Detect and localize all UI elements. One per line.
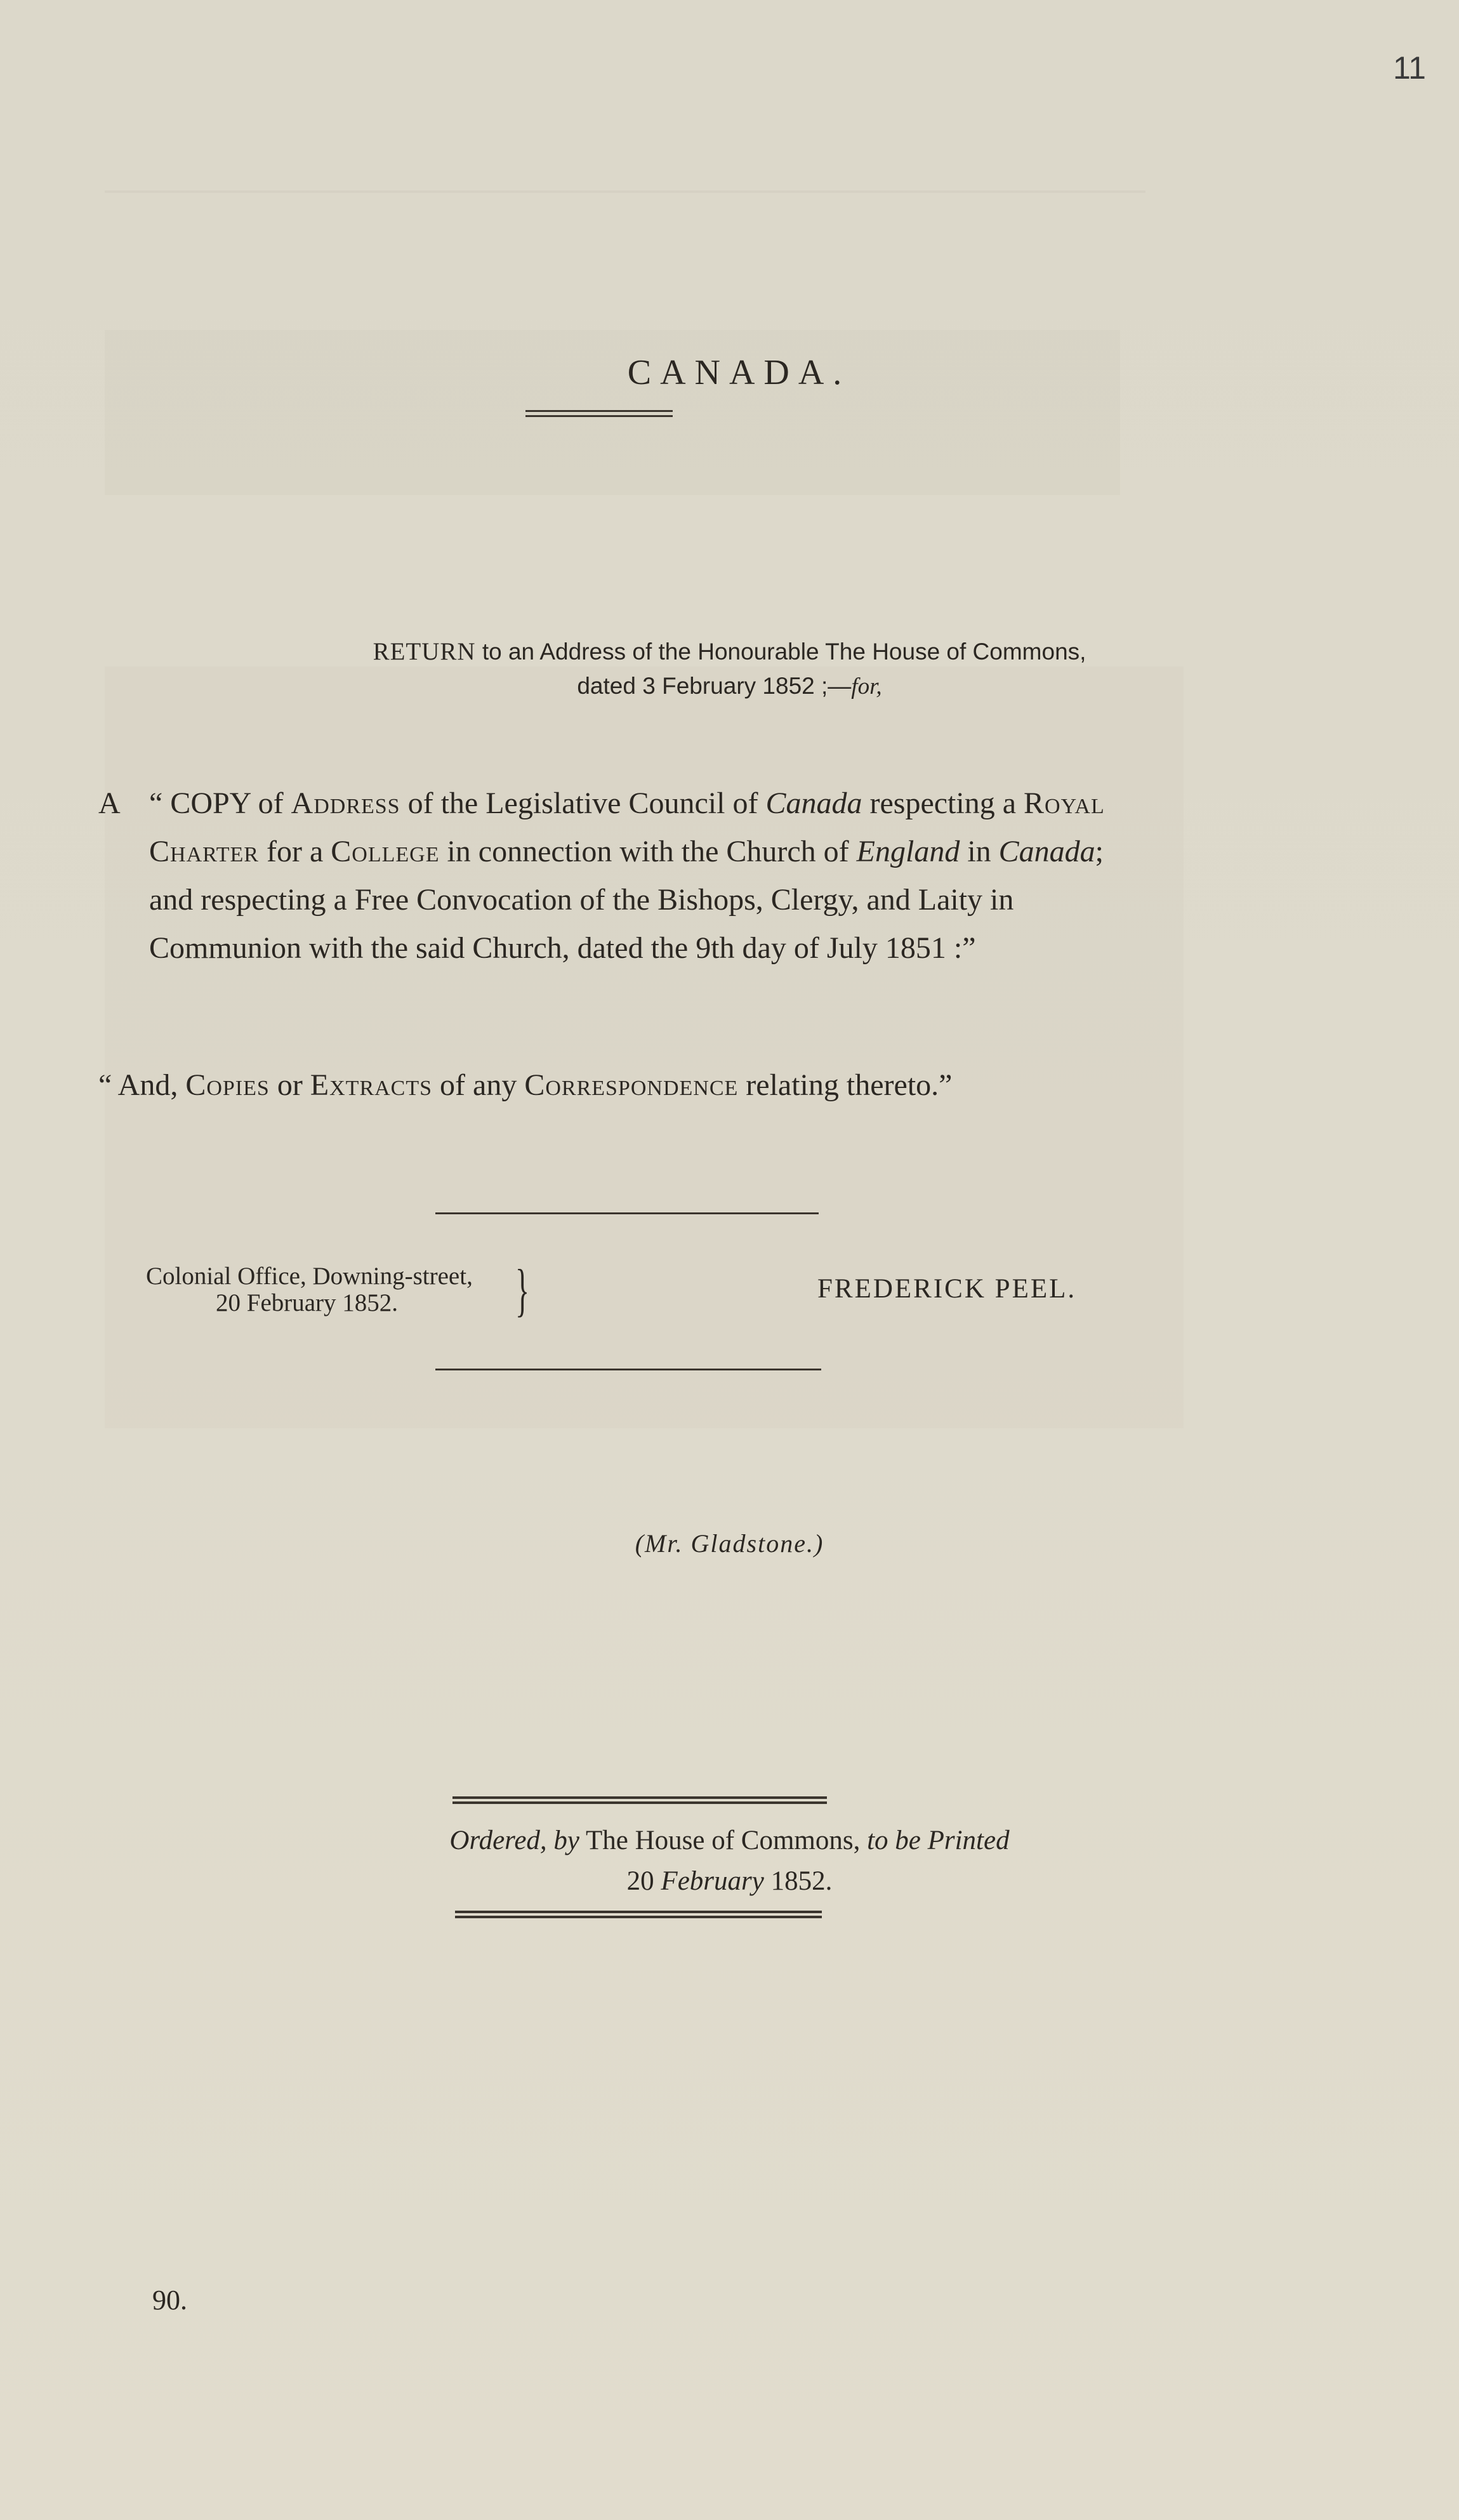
text-run: respecting a (862, 786, 1024, 820)
order-rule-bottom (455, 1911, 822, 1913)
bleed-through-rule (105, 190, 1145, 193)
text-run: “ And, (98, 1068, 186, 1102)
address-paragraph (98, 779, 1139, 972)
text-run: Copies (185, 1068, 270, 1102)
text-run: or (269, 1068, 310, 1102)
heading-double-rule (525, 410, 673, 412)
text-run: Address (291, 786, 400, 820)
to-be-printed: to be Printed (867, 1826, 1010, 1855)
return-line-1-rest: to an Address of the Honourable The House of Commons, (475, 639, 1086, 665)
return-date: dated 3 February 1852 ;— (577, 673, 852, 699)
signatory-name: FREDERICK PEEL. (817, 1274, 1077, 1304)
text-run: in (960, 835, 999, 868)
text-run: Canada (998, 835, 1095, 868)
printing-order-line-2 (0, 1861, 1459, 1902)
text-run: relating thereto.” (738, 1068, 953, 1102)
text-run: College (331, 835, 440, 868)
member-attribution: (Mr. Gladstone.) (635, 1529, 824, 1558)
origin-office: Colonial Office, Downing-street, (146, 1263, 473, 1290)
order-month: February (661, 1866, 764, 1896)
sessional-paper-number: 90. (152, 2285, 187, 2316)
page-number: 11 (1393, 50, 1426, 86)
text-run: “ COPY of (149, 786, 291, 820)
origin-block (146, 1263, 473, 1316)
order-year: 1852. (763, 1866, 833, 1896)
document-heading: CANADA. (627, 353, 851, 392)
return-for: for, (851, 673, 882, 700)
separator-rule-lower (435, 1369, 821, 1370)
order-rule-top (452, 1796, 827, 1799)
text-run: ; and respecting a Free Convocation of the Bishops, Clergy, and Laity in Communion with the said Church, dated the 9th day of July 1851 :” (149, 835, 1104, 965)
text-run: of the Legislative Council of (400, 786, 766, 820)
printing-order (0, 1820, 1459, 1902)
return-statement (0, 635, 1459, 704)
text-run: for a (258, 835, 331, 868)
return-line-1 (0, 635, 1459, 669)
return-line-2 (0, 669, 1459, 704)
brace-glyph: } (515, 1257, 530, 1322)
separator-rule-upper (435, 1212, 819, 1214)
text-run: Extracts (310, 1068, 433, 1102)
order-day: 20 (626, 1866, 661, 1896)
text-run: Canada (765, 786, 862, 820)
text-run: England (856, 835, 960, 868)
origin-date: 20 February 1852. (216, 1289, 399, 1316)
text-run: of any (432, 1068, 525, 1102)
text-run: in connection with the Church of (439, 835, 857, 868)
return-lead-word: RETURN (373, 638, 476, 665)
printing-order-line-1 (0, 1820, 1459, 1861)
text-run: Royal Charter (149, 786, 1105, 868)
address-paragraph-text (98, 779, 1139, 972)
ordered-by: Ordered, by (449, 1826, 579, 1855)
ordering-body: The House of Commons, (579, 1826, 868, 1855)
paragraph-marker: A (98, 786, 121, 820)
text-run: Correspondence (524, 1068, 739, 1102)
correspondence-paragraph (98, 1061, 1177, 1110)
